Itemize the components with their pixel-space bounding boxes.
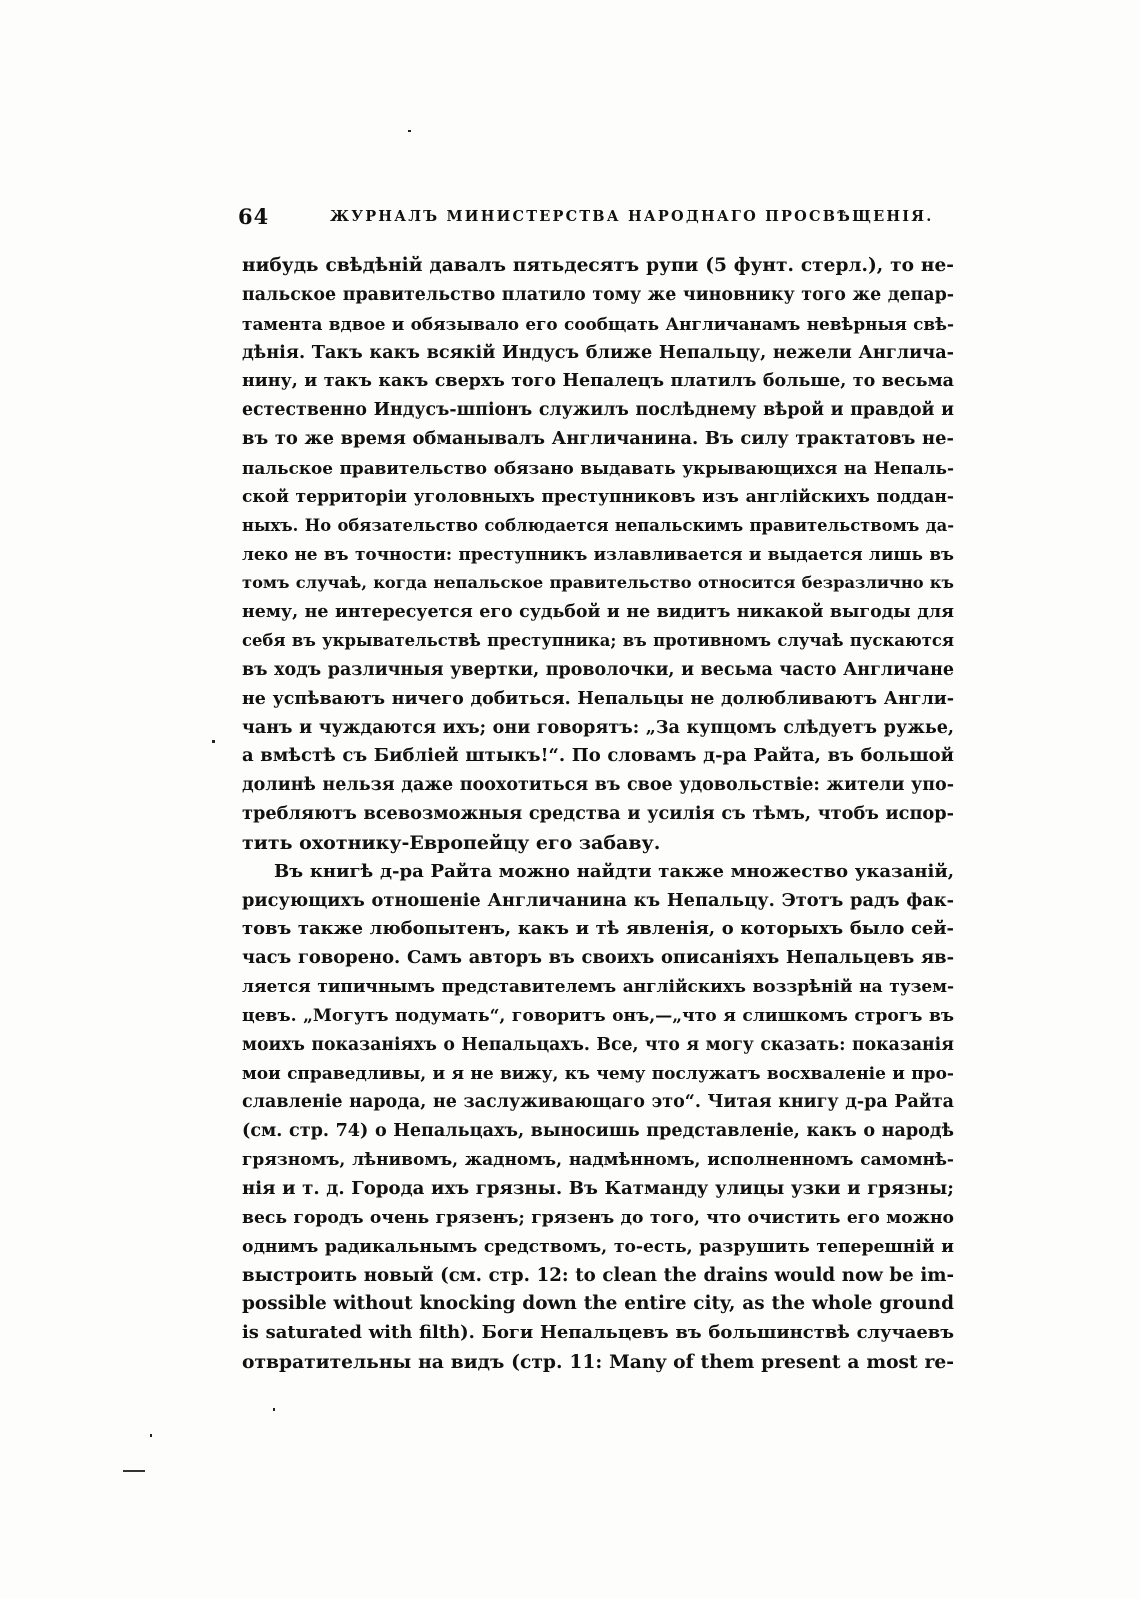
text-line: себя въ укрывательствѣ преступника; въ противномъ случаѣ пускаются	[242, 630, 954, 650]
scan-speck	[273, 1408, 275, 1411]
text-line: грязномъ, лѣнивомъ, жадномъ, надмѣнномъ, исполненномъ самомнѣ-	[242, 1150, 954, 1171]
page-header	[238, 204, 958, 232]
text-line: чанъ и чуждаются ихъ; они говорятъ: „За купцомъ слѣдуетъ ружье,	[242, 717, 954, 738]
text-line: цевъ. „Могутъ подумать“, говоритъ онъ,—„что я слишкомъ строгъ въ	[242, 1005, 954, 1026]
text-line: моихъ показаніяхъ о Непальцахъ. Все, что я могу сказать: показанія	[242, 1034, 954, 1055]
text-line: тамента вдвое и обязывало его сообщать Англичанамъ невѣрныя свѣ-	[242, 313, 954, 334]
text-line: отвратительны на видъ (стр. 11: Many of them present a most re-	[242, 1351, 954, 1374]
text-line: ской территоріи уголовныхъ преступниковъ изъ англійскихъ поддан-	[242, 486, 954, 507]
scan-dash-mark	[123, 1470, 145, 1472]
text-line: is saturated with filth). Боги Непальцевъ въ большинствѣ случаевъ	[242, 1322, 954, 1344]
text-line: дѣнія. Такъ какъ всякій Индусъ ближе Непальцу, нежели Англича-	[242, 341, 954, 363]
text-line: ляется типичнымъ представителемъ англійскихъ воззрѣній на тузем-	[242, 977, 954, 998]
scan-speck	[150, 1434, 152, 1437]
page-number: 64	[238, 204, 270, 229]
text-line: долинѣ нельзя даже поохотиться въ свое удовольствіе: жители упо-	[242, 775, 954, 796]
text-line: леко не въ точности: преступникъ излавливается и выдается лишь въ	[242, 544, 954, 565]
text-line-paragraph-end: тить охотнику-Европейцу его забаву.	[242, 831, 661, 854]
text-line: (см. стр. 74) о Непальцахъ, выносишь представленіе, какъ о народѣ	[242, 1120, 954, 1142]
text-line: пальское правительство обязано выдавать укрывающихся на Непаль-	[242, 457, 954, 478]
text-line: ныхъ. Но обязательство соблюдается непальскимъ правительствомъ да-	[242, 515, 954, 535]
text-line: въ ходъ различныя увертки, проволочки, и весьма часто Англичане	[242, 659, 954, 680]
text-line: славленіе народа, не заслуживающаго это“. Читая книгу д-ра Райта	[242, 1092, 954, 1113]
body-text	[242, 252, 954, 1377]
text-line: выстроить новый (см. стр. 12: to clean the drains would now be im-	[242, 1264, 954, 1286]
text-line: не успѣваютъ ничего добиться. Непальцы не долюбливаютъ Англи-	[242, 688, 954, 709]
text-line: рисующихъ отношеніе Англичанина къ Непальцу. Этотъ радъ фак-	[242, 889, 954, 911]
text-line: товъ также любопытенъ, какъ и тѣ явленія, о которыхъ было сей-	[242, 918, 954, 940]
text-line: нину, и такъ какъ сверхъ того Непалецъ платилъ больше, то весьма	[242, 371, 954, 392]
text-line-paragraph-start: Въ книгѣ д-ра Райта можно найдти также множество указаній,	[274, 860, 954, 882]
text-line: требляютъ всевозможныя средства и усилія съ тѣмъ, чтобъ испор-	[242, 803, 954, 825]
text-line: однимъ радикальнымъ средствомъ, то-есть, разрушить теперешній и	[242, 1236, 954, 1257]
text-line: нія и т. д. Города ихъ грязны. Въ Катманду улицы узки и грязны;	[242, 1178, 954, 1199]
text-line: нему, не интересуется его судьбой и не видитъ никакой выгоды для	[242, 602, 954, 623]
text-line: мои справедливы, и я не вижу, къ чему послужатъ восхваленіе и про-	[242, 1063, 954, 1084]
text-line: въ то же время обманывалъ Англичанина. Въ силу трактатовъ не-	[242, 428, 954, 450]
text-line: а вмѣстѣ съ Библіей штыкъ!“. По словамъ д-ра Райта, въ большой	[242, 745, 954, 767]
text-line: possible without knocking down the entire city, as the whole ground	[242, 1293, 954, 1315]
scan-speck	[212, 740, 215, 743]
text-line: естественно Индусъ-шпіонъ служилъ послѣднему вѣрой и правдой и	[242, 400, 954, 421]
text-line: весь городъ очень грязенъ; грязенъ до того, что очистить его можно	[242, 1207, 954, 1228]
text-line: пальское правительство платило тому же чиновнику того же депар-	[242, 284, 954, 305]
text-line: томъ случаѣ, когда непальское правительство относится безразлично къ	[242, 573, 954, 593]
text-line: часъ говорено. Самъ авторъ въ своихъ описаніяхъ Непальцевъ яв-	[242, 947, 954, 969]
text-line: нибудь свѣдѣній давалъ пятьдесятъ рупи (5 фунт. стерл.), то не-	[242, 255, 954, 276]
running-title: ЖУРНАЛЪ МИНИСТЕРСТВА НАРОДНАГО ПРОСВѢЩЕНІЯ.	[330, 208, 934, 225]
scan-speck	[408, 130, 411, 132]
